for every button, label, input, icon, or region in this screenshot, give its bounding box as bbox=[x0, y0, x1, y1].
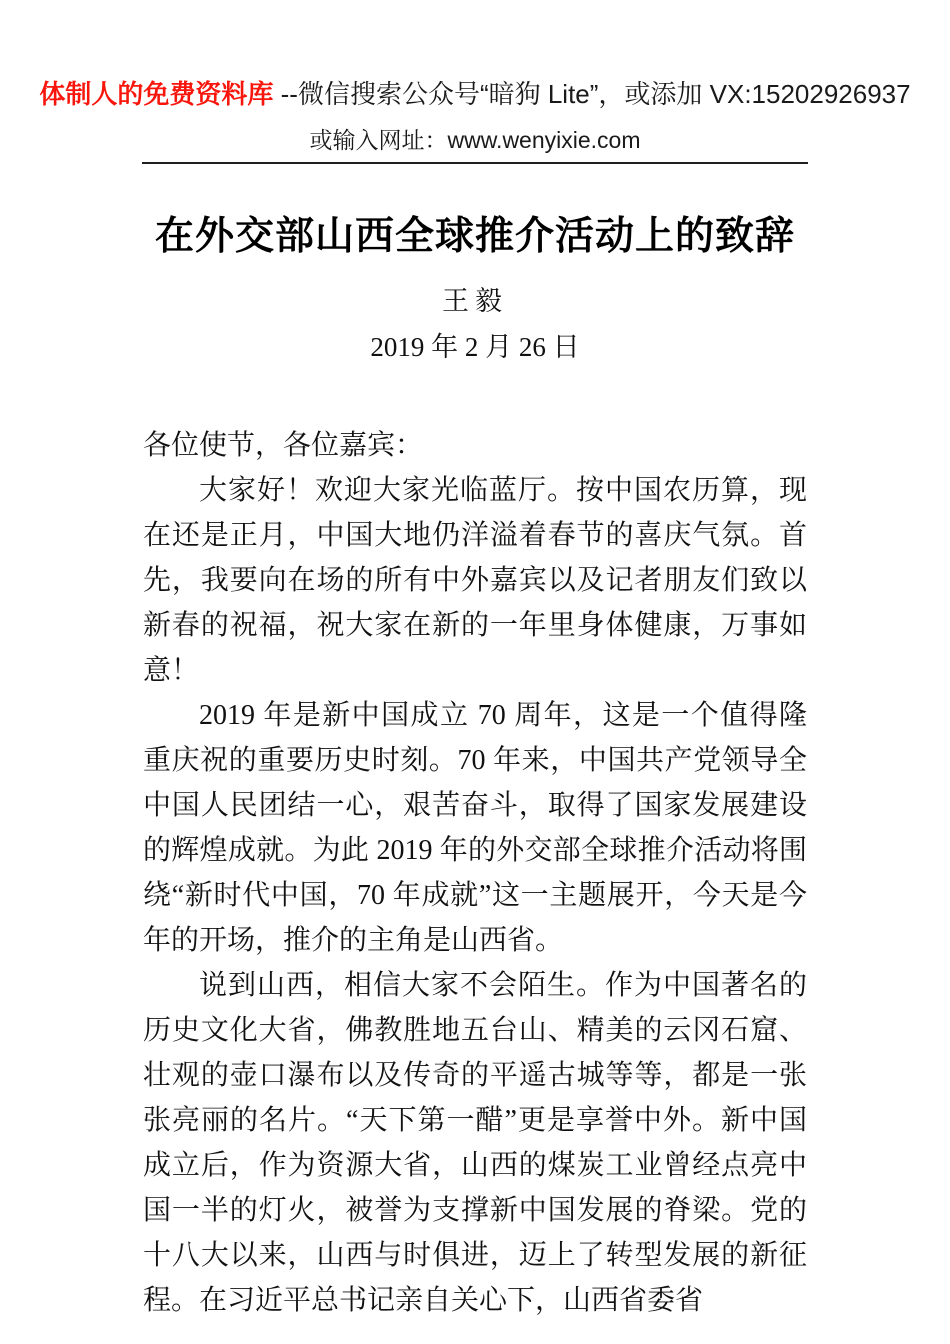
paragraph-anniversary: 2019 年是新中国成立 70 周年，这是一个值得隆重庆祝的重要历史时刻。70 年来，中国共产党领导全中国人民团结一心，艰苦奋斗，取得了国家发展建设的辉煌成就。为此 2019 年的外交部全球推介活动将围绕“新时代中国，70 年成就”这一主题展开，今天是今年的开场，推介的主角是山西省。 bbox=[143, 700, 807, 956]
promo-brand-text: 体制人的免费资料库 bbox=[39, 79, 274, 109]
promo-line1 bbox=[0, 78, 950, 110]
document-body bbox=[143, 423, 807, 1323]
header-divider-rule bbox=[142, 162, 808, 164]
page-title: 在外交部山西全球推介活动上的致辞 bbox=[154, 215, 795, 258]
promo-website-line: 或输入网址：www.wenyixie.com bbox=[309, 127, 641, 153]
promo-header bbox=[0, 0, 950, 155]
paragraph-salutation: 各位使节，各位嘉宾： bbox=[143, 430, 424, 461]
paragraph-greeting: 大家好！欢迎大家光临蓝厅。按中国农历算，现在还是正月，中国大地仍洋溢着春节的喜庆气氛。首先，我要向在场的所有中外嘉宾以及记者朋友们致以新春的祝福，祝大家在新的一年里身体健康，万事如意！ bbox=[143, 475, 807, 686]
document-date: 2019 年 2 月 26 日 bbox=[370, 332, 580, 362]
promo-line1-rest: --微信搜索公众号“暗狗 Lite”，或添加 VX:15202926937 bbox=[273, 79, 911, 109]
author-name: 王毅 bbox=[442, 286, 508, 316]
paragraph-shanxi-intro: 说到山西，相信大家不会陌生。作为中国著名的历史文化大省，佛教胜地五台山、精美的云冈石窟、壮观的壶口瀑布以及传奇的平遥古城等等，都是一张张亮丽的名片。“天下第一醋”更是享誉中外。新中国成立后，作为资源大省，山西的煤炭工业曾经点亮中国一半的灯火，被誉为支撑新中国发展的脊梁。党的十八大以来，山西与时俱进，迈上了转型发展的新征程。在习近平总书记亲自关心下，山西省委省 bbox=[143, 970, 807, 1316]
